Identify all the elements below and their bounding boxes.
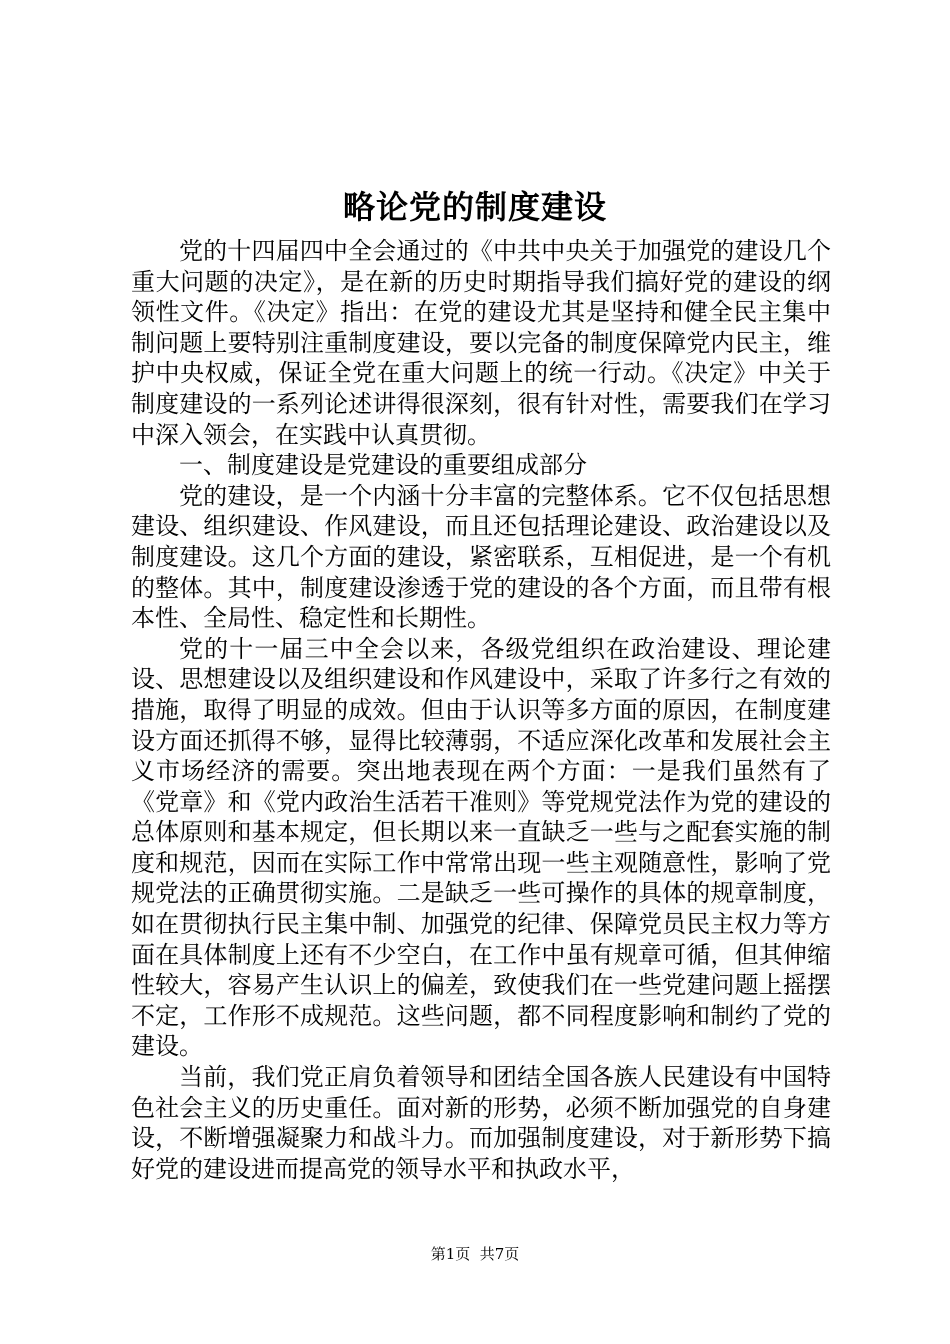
section-heading-1: 一、制度建设是党建设的重要组成部分: [179, 451, 587, 480]
page-number-footer: [0, 1244, 950, 1264]
paragraph-current-situation: 当前，我们党正肩负着领导和团结全国各族人民建设有中国特色社会主义的历史重任。面对新的形势，必须不断加强党的自身建设，不断增强凝聚力和战斗力。而加强制度建设，对于新形势下搞好党的建设进而提高党的领导水平和执政水平，: [131, 1063, 831, 1183]
paragraph-intro: 党的十四届四中全会通过的《中共中央关于加强党的建设几个重大问题的决定》，是在新的历史时期指导我们搞好党的建设的纲领性文件。《决定》指出：在党的建设尤其是坚持和健全民主集中制问题上要特别注重制度建设，要以完备的制度保障党内民主，维护中央权威，保证全党在重大问题上的统一行动。《决定》中关于制度建设的一系列论述讲得很深刻，很有针对性，需要我们在学习中深入领会，在实践中认真贯彻。: [131, 237, 831, 449]
paragraph-party-building: 党的建设，是一个内涵十分丰富的完整体系。它不仅包括思想建设、组织建设、作风建设，而且还包括理论建设、政治建设以及制度建设。这几个方面的建设，紧密联系，互相促进，是一个有机的整体。其中，制度建设渗透于党的建设的各个方面，而且带有根本性、全局性、稳定性和长期性。: [131, 481, 831, 633]
page-info: 第1页 共7页: [430, 1245, 520, 1263]
paragraph-since-third-plenum: 党的十一届三中全会以来，各级党组织在政治建设、理论建设、思想建设以及组织建设和作风建设中，采取了许多行之有效的措施，取得了明显的成效。但由于认识等多方面的原因，在制度建设方面还抓得不够，显得比较薄弱，不适应深化改革和发展社会主义市场经济的需要。突出地表现在两个方面：一是我们虽然有了《党章》和《党内政治生活若干准则》等党规党法作为党的建设的总体原则和基本规定，但长期以来一直缺乏一些与之配套实施的制度和规范，因而在实际工作中常常出现一些主观随意性，影响了党规党法的正确贯彻实施。二是缺乏一些可操作的具体的规章制度，如在贯彻执行民主集中制、加强党的纪律、保障党员民主权力等方面在具体制度上还有不少空白，在工作中虽有规章可循，但其伸缩性较大，容易产生认识上的偏差，致使我们在一些党建问题上摇摆不定，工作形不成规范。这些问题，都不同程度影响和制约了党的建设。: [131, 634, 831, 1061]
document-body: [131, 236, 831, 1184]
document-title: 略论党的制度建设: [342, 188, 607, 226]
